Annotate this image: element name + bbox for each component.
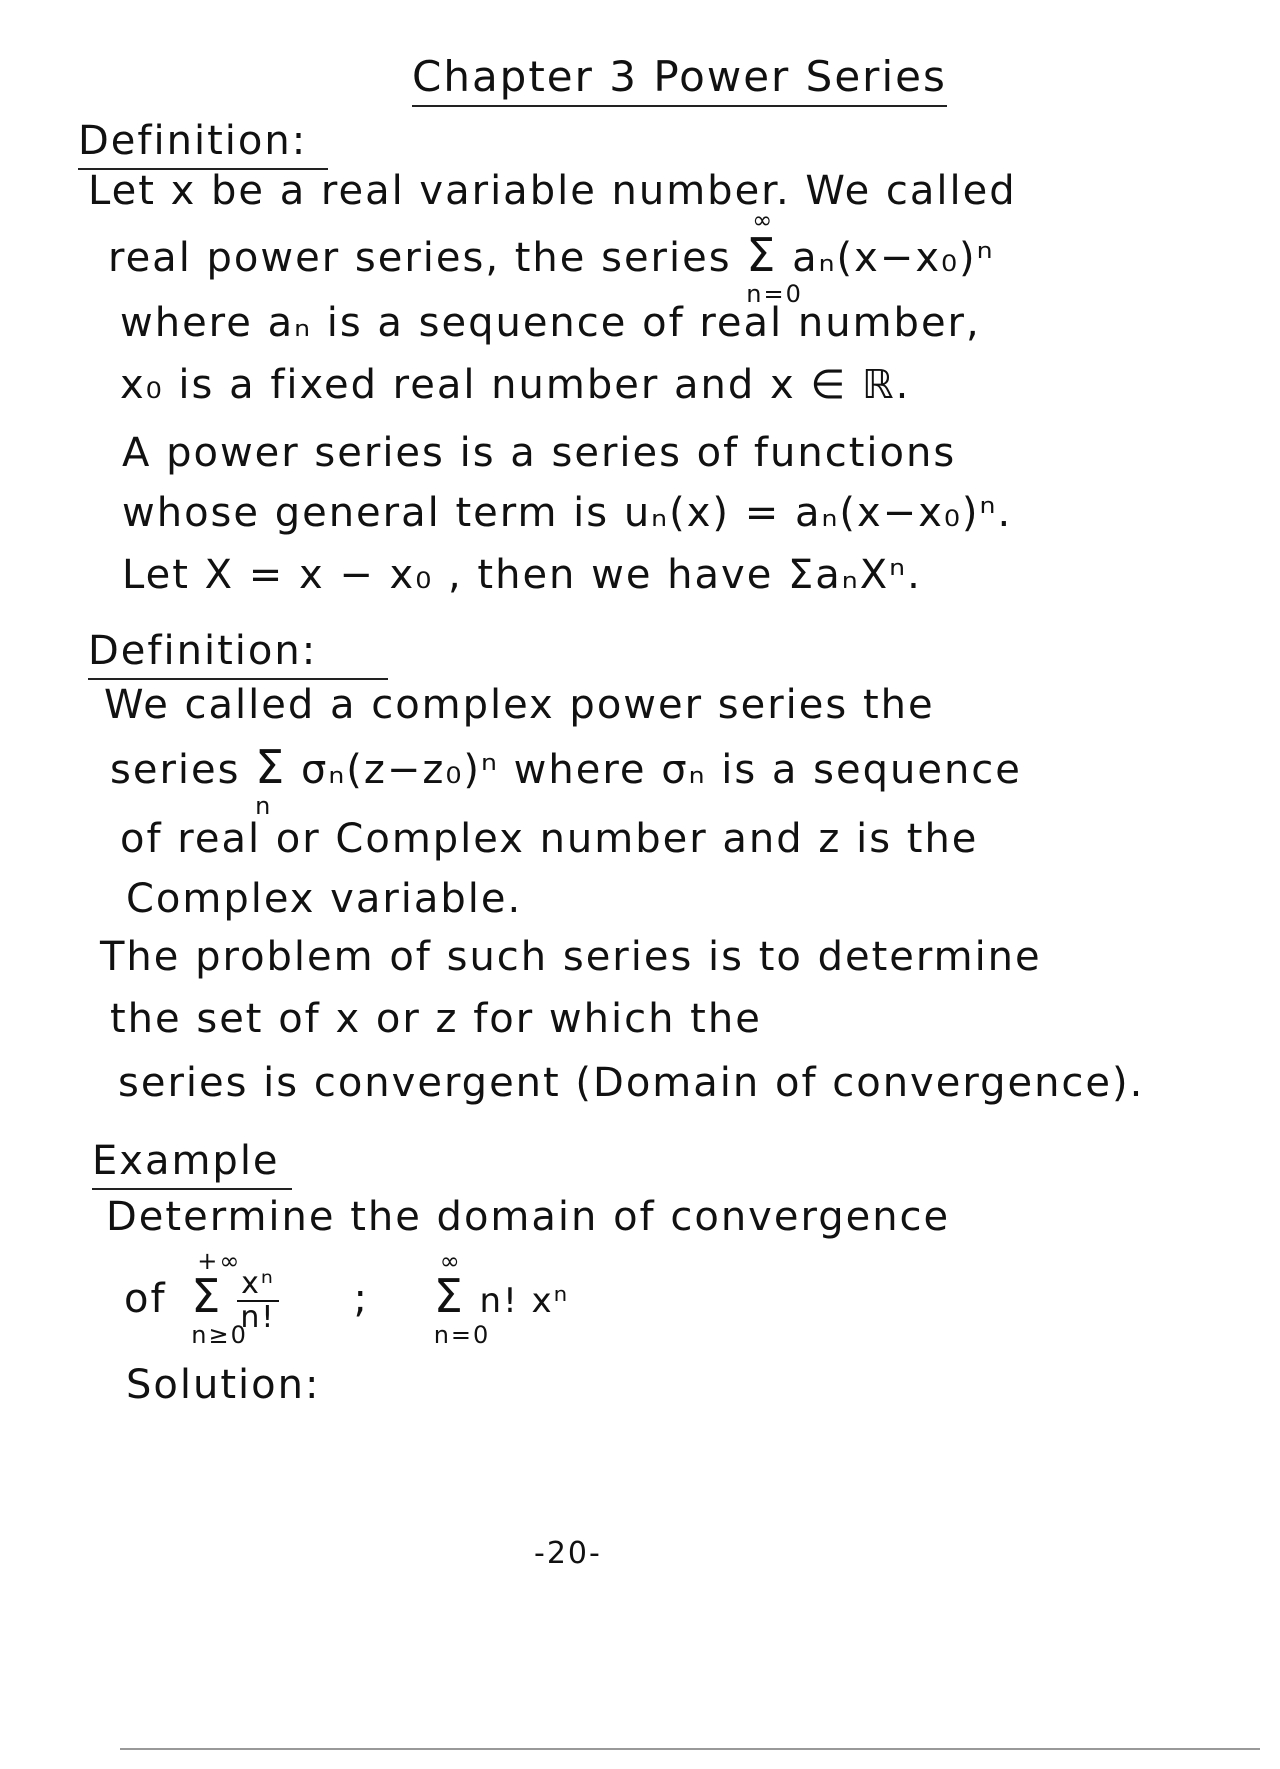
sum-upper-bound: +∞ [197, 1247, 242, 1275]
definition-line: x₀ is a fixed real number and x ∈ ℝ. [120, 362, 911, 408]
sum-symbol: Σ ∞ n=0 [433, 1247, 491, 1349]
series-term: n! xⁿ [479, 1281, 570, 1321]
fraction-numerator: xⁿ [237, 1268, 279, 1302]
example-series-line [124, 1247, 570, 1349]
definition-line: A power series is a series of functions [122, 430, 957, 476]
series-term: σₙ(z−z₀)ⁿ [300, 747, 499, 793]
problem-line: series is convergent (Domain of convergence). [118, 1060, 1145, 1106]
sum-upper-bound: ∞ [439, 1247, 462, 1275]
power-series-expression [746, 206, 995, 308]
separator: ; [353, 1276, 369, 1322]
definition-line-text: where σₙ is a sequence [513, 747, 1022, 793]
definition-line: Complex variable. [126, 876, 523, 922]
definition-line [110, 740, 1022, 820]
problem-line: the set of x or z for which the [110, 996, 762, 1042]
sum-lower-bound: n=0 [746, 280, 803, 308]
series-term: aₙ(x−x₀)ⁿ [792, 235, 995, 281]
series-two [433, 1247, 570, 1349]
definition-heading: Definition: [78, 118, 328, 170]
definition-line: of real or Complex number and z is the [120, 816, 979, 862]
series-one [191, 1247, 279, 1349]
definition-line-text: series [110, 747, 256, 793]
example-heading: Example [92, 1138, 292, 1190]
example-line: Determine the domain of convergence [106, 1194, 951, 1240]
definition-line: Let x be a real variable number. We called [88, 168, 1017, 214]
definition-line: We called a complex power series the [104, 682, 935, 728]
fraction-denominator: n! [240, 1300, 276, 1335]
sum-lower-bound: n=0 [433, 1321, 491, 1349]
definition-line [108, 206, 995, 308]
sum-upper-bound: ∞ [752, 206, 775, 234]
sum-symbol: Σ n [255, 740, 287, 820]
sum-lower-bound: n≥0 [191, 1321, 248, 1349]
complex-series-expression [255, 740, 499, 820]
sum-lower-bound: n [255, 792, 273, 820]
definition-line-text: real power series, the series [108, 235, 747, 281]
sum-symbol: Σ +∞ n≥0 [191, 1247, 248, 1349]
bottom-rule [120, 1748, 1260, 1750]
definition-line: whose general term is uₙ(x) = aₙ(x−x₀)ⁿ. [122, 490, 1013, 536]
of-label: of [124, 1276, 167, 1322]
solution-label: Solution: [126, 1362, 321, 1408]
problem-line: The problem of such series is to determine [100, 934, 1042, 980]
page-title: Chapter 3 Power Series [412, 52, 947, 107]
definition-heading: Definition: [88, 628, 388, 680]
sum-symbol: Σ ∞ n=0 [746, 206, 803, 308]
page-number: -20- [534, 1536, 602, 1571]
definition-line: where aₙ is a sequence of real number, [120, 300, 981, 346]
definition-line: Let X = x − x₀ , then we have ΣaₙXⁿ. [122, 552, 922, 598]
